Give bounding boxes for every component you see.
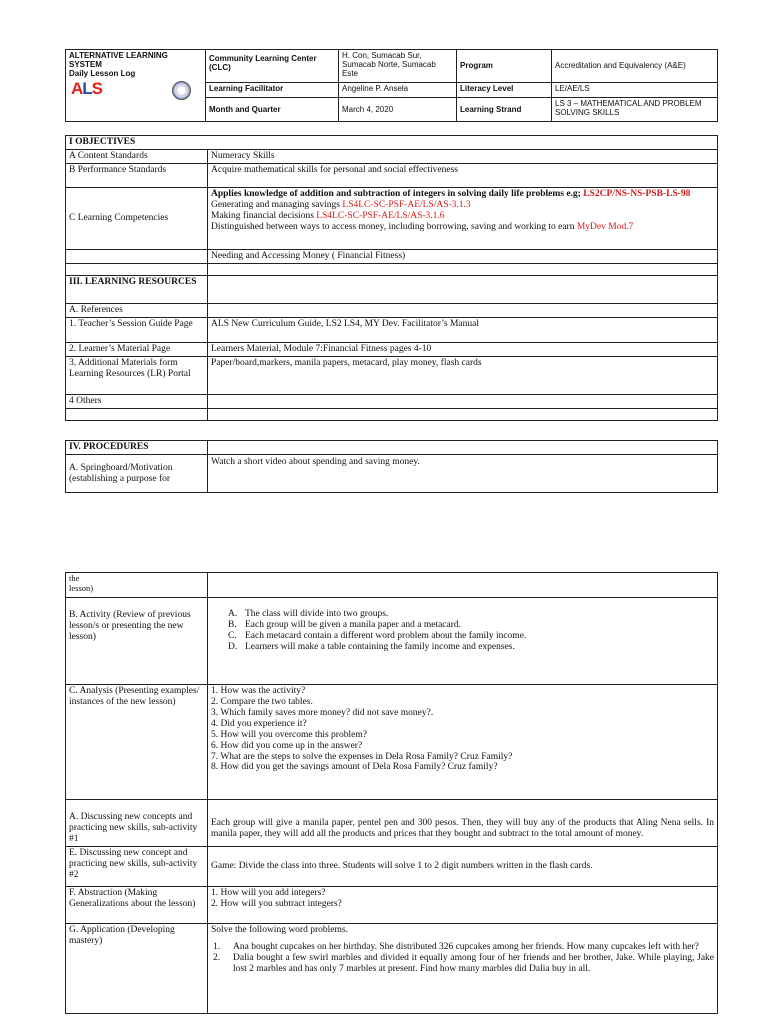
others-label: 4 Others (66, 394, 208, 408)
procedures-heading-empty (208, 441, 718, 455)
content-standards-value: Numeracy Skills (208, 149, 718, 163)
competency-line-3: Distinguished between ways to access money, including borrowing, saving and working to earn (211, 221, 575, 232)
program-label: Program (457, 50, 552, 83)
analysis-question: 7. What are the steps to solve the expenses in Dela Rosa Family? Cruz Family? (211, 751, 513, 762)
references-empty (208, 303, 718, 317)
abstraction-label: F. Abstraction (Making Generalizations about the lesson) (66, 886, 208, 923)
activity-item-text: Each metacard contain a different word problem about the family income. (245, 630, 527, 641)
analysis-question: 8. How did you get the savings amount of Dela Rosa Family? Cruz family? (211, 762, 498, 773)
word-problem (213, 952, 714, 975)
competency-main: Applies knowledge of addition and subtraction of integers in solving daily life problems e.g; (211, 188, 581, 199)
facilitator-label: Learning Facilitator (206, 83, 339, 98)
analysis-question: 4. Did you experience it? (211, 718, 307, 729)
activity-item-text: The class will divide into two groups. (245, 609, 389, 619)
als-logo: ALS (71, 79, 103, 98)
clc-value: H. Con, Sumacab Sur, Sumacab Norte, Sumacab Este (339, 50, 457, 83)
resources-heading-empty (208, 275, 718, 303)
resources-heading: III. LEARNING RESOURCES (66, 275, 208, 303)
performance-standards-label: B Performance Standards (66, 163, 208, 187)
activity-item (228, 609, 714, 620)
header-title-cell (66, 50, 206, 122)
analysis-label: C. Analysis (Presenting examples/ instances of the new lesson) (66, 685, 208, 800)
application-list (211, 942, 714, 975)
strand-value: LS 3 – MATHEMATICAL AND PROBLEM SOLVING SKILLS (552, 98, 718, 122)
abstraction-question: 1. How will you add integers? (211, 887, 326, 898)
word-problem-marker: 1. (213, 941, 221, 952)
application-value (208, 923, 718, 1013)
objectives-heading: I OBJECTIVES (66, 136, 718, 150)
procedures-table-top (65, 440, 718, 493)
spacer-left (66, 263, 208, 275)
word-problem-text: Dalia bought a few swirl marbles and divided it equally among four of her friends and her brother, Jake. While playing, Jake lost 2 marbles and has only 7 marbles at present. Find how many marbles did Dalia buy in all. (233, 952, 714, 974)
competency-line-3-code: MyDev Mod.7 (576, 221, 634, 232)
springboard-continued: the lesson) (66, 573, 208, 598)
competencies-label: C Learning Competencies (66, 187, 208, 249)
activity-item-marker: C. (228, 630, 237, 641)
discuss1-value: Each group will give a manila paper, pentel pen and 300 pesos. Then, they will buy any of the products that Aling Nena sells. In manila paper, they will add all the products and prices that they bought and subtract to the total amount of money. (208, 800, 718, 847)
teacher-guide-label: 1. Teacher’s Session Guide Page (66, 317, 208, 342)
word-problem-marker: 2. (213, 952, 221, 963)
others-empty (208, 394, 718, 408)
analysis-question: 3. Which family saves more money? did not save money?. (211, 707, 434, 718)
literacy-label: Literacy Level (457, 83, 552, 98)
activity-value (208, 598, 718, 685)
activity-item-text: Learners will make a table containing the family income and expenses. (245, 641, 515, 652)
activity-item-marker: D. (228, 641, 238, 652)
clc-label: Community Learning Center (CLC) (206, 50, 339, 83)
analysis-question: 2. Compare the two tables. (211, 696, 313, 707)
competencies-value (208, 187, 718, 249)
word-problem (213, 941, 714, 953)
literacy-value: LE/AE/LS (552, 83, 718, 98)
additional-materials-label: 3. Additional Materials form Learning Resources (LR) Portal (66, 356, 208, 394)
competency-line-1: Generating and managing savings (211, 199, 341, 210)
spacer-right (208, 263, 718, 275)
bottom-empty-left (66, 408, 208, 420)
activity-item (228, 630, 714, 642)
word-problem-text: Ana bought cupcakes on her birthday. She distributed 326 cupcakes among her friends. How many cupcakes left with her? (233, 941, 699, 952)
header-table (65, 49, 718, 122)
activity-label: B. Activity (Review of previous lesson/s or presenting the new lesson) (66, 598, 208, 685)
competency-line-2-code: LS4LC-SC-PSF-AE/LS/AS-3.1.6 (316, 210, 445, 221)
springboard-label: A. Springboard/Motivation (establishing a purpose for (66, 455, 208, 493)
activity-item (228, 641, 714, 653)
application-label: G. Application (Developing mastery) (66, 923, 208, 1013)
system-title: ALTERNATIVE LEARNING SYSTEM (69, 51, 168, 70)
facilitator-value: Angeline P. Ansela (339, 83, 457, 98)
references-label: A. References (66, 303, 208, 317)
topic-empty-cell (66, 249, 208, 263)
competency-line-1-code: LS4LC-SC-PSF-AE/LS/AS-3.1.3 (342, 199, 471, 210)
activity-item-marker: A. (228, 609, 238, 619)
performance-standards-value: Acquire mathematical skills for personal and social effectiveness (208, 163, 718, 187)
springboard-value: Watch a short video about spending and saving money. (208, 455, 718, 493)
discuss2-value: Game: Divide the class into three. Students will solve 1 to 2 digit numbers written in the flash cards. (208, 846, 718, 886)
month-label: Month and Quarter (206, 98, 339, 122)
log-title: Daily Lesson Log (69, 69, 136, 79)
objectives-table (65, 135, 718, 421)
analysis-question: 6. How did you come up in the answer? (211, 740, 363, 751)
topic-value: Needing and Accessing Money ( Financial Fitness) (208, 249, 718, 263)
deped-seal-icon (172, 81, 191, 100)
abstraction-value (208, 886, 718, 923)
activity-item (228, 619, 714, 631)
discuss2-label: E. Discussing new concept and practicing new skills, sub-activity #2 (66, 846, 208, 886)
bottom-empty-right (208, 408, 718, 420)
springboard-continued-empty (208, 573, 718, 598)
competency-line-2: Making financial decisions (211, 210, 314, 221)
abstraction-question: 2. How will you subtract integers? (211, 898, 342, 909)
strand-label: Learning Strand (457, 98, 552, 122)
analysis-question: 1. How was the activity? (211, 686, 306, 696)
activity-item-text: Each group will be given a manila paper and a metacard. (245, 619, 462, 630)
month-value: March 4, 2020 (339, 98, 457, 122)
teacher-guide-value: ALS New Curriculum Guide, LS2 LS4, MY Dev. Facilitator’s Manual (208, 317, 718, 342)
procedures-table (65, 572, 718, 1014)
activity-list (211, 609, 714, 653)
analysis-value (208, 685, 718, 800)
content-standards-label: A Content Standards (66, 149, 208, 163)
competency-main-code: LS2CP/NS-NS-PSB-LS-98 (583, 188, 691, 199)
additional-materials-value: Paper/board,markers, manila papers, metacard, play money, flash cards (208, 356, 718, 394)
learner-material-value: Learners Material, Module 7:Financial Fitness pages 4-10 (208, 342, 718, 356)
program-value: Accreditation and Equivalency (A&E) (552, 50, 718, 83)
procedures-heading: IV. PROCEDURES (66, 441, 208, 455)
discuss1-label: A. Discussing new concepts and practicing new skills, sub-activity #1 (66, 800, 208, 847)
learner-material-label: 2. Learner’s Material Page (66, 342, 208, 356)
analysis-question: 5. How will you overcome this problem? (211, 729, 367, 740)
application-intro: Solve the following word problems. (211, 924, 348, 935)
activity-item-marker: B. (228, 619, 237, 630)
